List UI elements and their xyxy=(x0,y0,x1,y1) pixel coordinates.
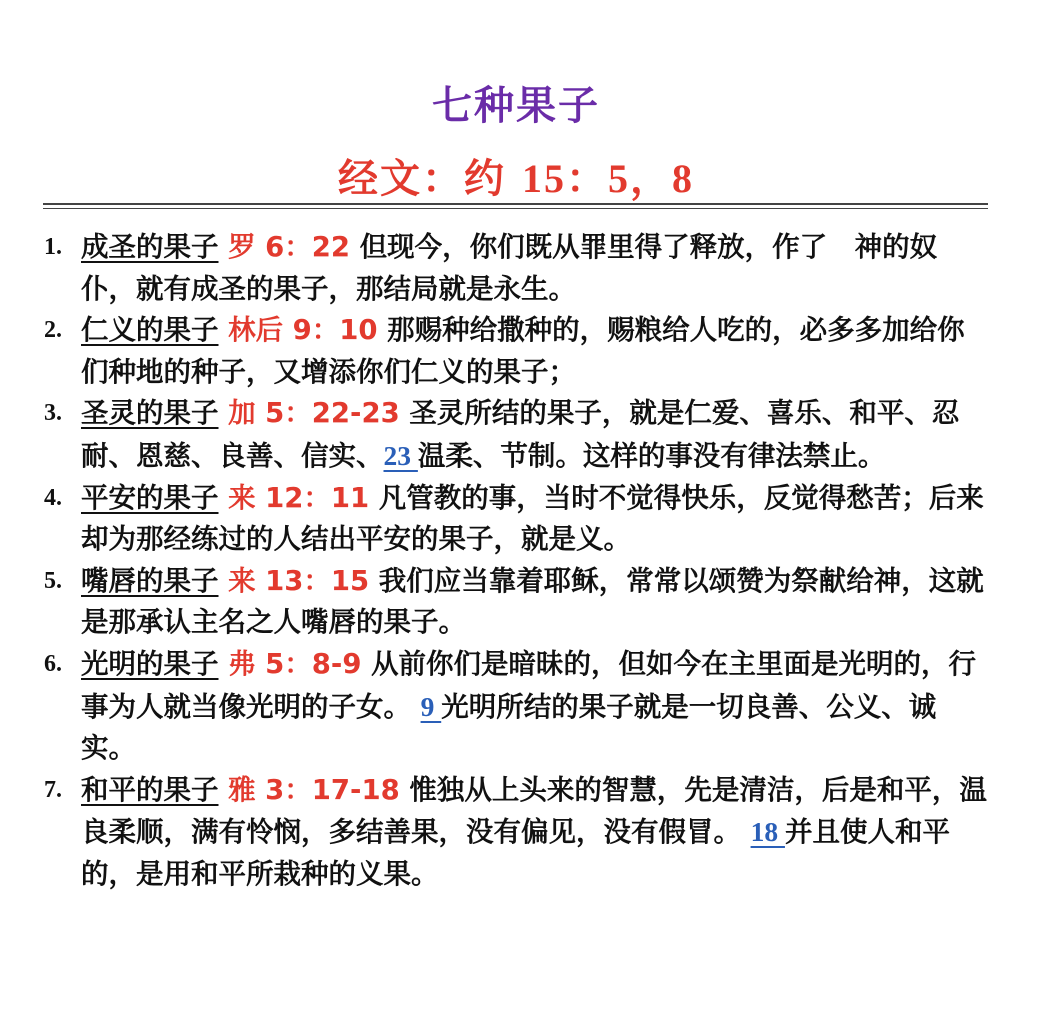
list-item xyxy=(44,561,989,644)
item-ref-verse: 9：10 xyxy=(292,314,378,347)
item-ref-verse: 13：15 xyxy=(265,564,370,597)
item-number: 4. xyxy=(44,484,62,511)
item-heading: 和平的果子 xyxy=(81,773,219,806)
verse-number-link[interactable]: 9 xyxy=(420,690,442,722)
item-text: 我们应当靠着耶稣，常常以颂赞为祭献给神，这就是那承认主名之人嘴唇的果子。 xyxy=(81,564,984,639)
item-heading: 仁义的果子 xyxy=(81,314,219,347)
item-ref-verse: 5：22-23 xyxy=(265,397,400,430)
item-text-continued: 温柔、节制。这样的事没有律法禁止。 xyxy=(417,439,886,472)
item-text-continued: 并且使人和平的，是用和平所栽种的义果。 xyxy=(81,816,950,890)
item-heading: 嘴唇的果子 xyxy=(81,564,219,597)
item-ref-book: 雅 xyxy=(218,773,266,806)
divider-thick xyxy=(43,203,988,205)
list-item xyxy=(44,644,989,770)
item-number: 1. xyxy=(44,234,62,260)
item-text-continued: 光明所结的果子就是一切良善、公义、诚实。 xyxy=(81,690,937,765)
list-item xyxy=(44,393,989,477)
item-heading: 平安的果子 xyxy=(81,481,219,514)
verse-number-link[interactable]: 18 xyxy=(750,816,785,848)
item-number: 7. xyxy=(44,776,62,803)
item-ref-book: 来 xyxy=(218,481,266,514)
item-text: 惟独从上头来的智慧，先是清洁，后是和平，温良柔顺，满有怜悯，多结善果，没有偏见，没有假冒。 xyxy=(81,773,987,849)
divider-thin xyxy=(43,208,988,209)
item-text: 圣灵所结的果子，就是仁爱、喜乐、和平、忍耐、恩慈、良善、信实、 xyxy=(81,397,960,472)
item-text: 那赐种给撒种的，赐粮给人吃的，必多多加给你们种地的种子，又增添你们仁义的果子； xyxy=(81,314,965,388)
list-item xyxy=(44,478,989,561)
list-item xyxy=(44,310,989,393)
item-number: 2. xyxy=(44,317,62,344)
item-ref-verse: 12：11 xyxy=(265,481,370,514)
list-item xyxy=(44,227,989,310)
item-heading: 圣灵的果子 xyxy=(81,397,219,430)
item-ref-book: 林后 xyxy=(218,314,293,347)
item-number: 5. xyxy=(44,567,62,594)
scripture-line xyxy=(0,147,1032,204)
item-text: 从前你们是暗昧的，但如今在主里面是光明的，行事为人就当像光明的子女。 xyxy=(81,647,977,723)
item-ref-book: 加 xyxy=(218,397,266,430)
item-ref-verse: 3：17-18 xyxy=(265,773,400,806)
item-text: 但现今，你们既从罪里得了释放，作了 神的奴仆，就有成圣的果子，那结局就是永生。 xyxy=(81,231,938,305)
item-ref-book: 来 xyxy=(218,564,266,597)
item-text: 凡管教的事，当时不觉得快乐，反觉得愁苦；后来却为那经练过的人结出平安的果子，就是义。 xyxy=(81,481,984,556)
item-number: 6. xyxy=(44,650,62,677)
scripture-reference: 15：5，8 xyxy=(521,156,694,201)
item-ref-verse: 6：22 xyxy=(265,231,351,263)
item-number: 3. xyxy=(44,400,62,427)
item-heading: 光明的果子 xyxy=(81,647,219,680)
verse-number-link[interactable]: 23 xyxy=(383,439,418,471)
list-item xyxy=(44,770,989,896)
fruit-list xyxy=(44,227,989,896)
item-heading: 成圣的果子 xyxy=(81,231,219,263)
page-title: 七种果子 xyxy=(432,83,600,129)
scripture-prefix: 经文：约 xyxy=(338,156,522,202)
item-ref-book: 罗 xyxy=(218,231,266,263)
item-ref-verse: 5：8-9 xyxy=(265,647,362,680)
item-ref-book: 弗 xyxy=(218,647,266,680)
